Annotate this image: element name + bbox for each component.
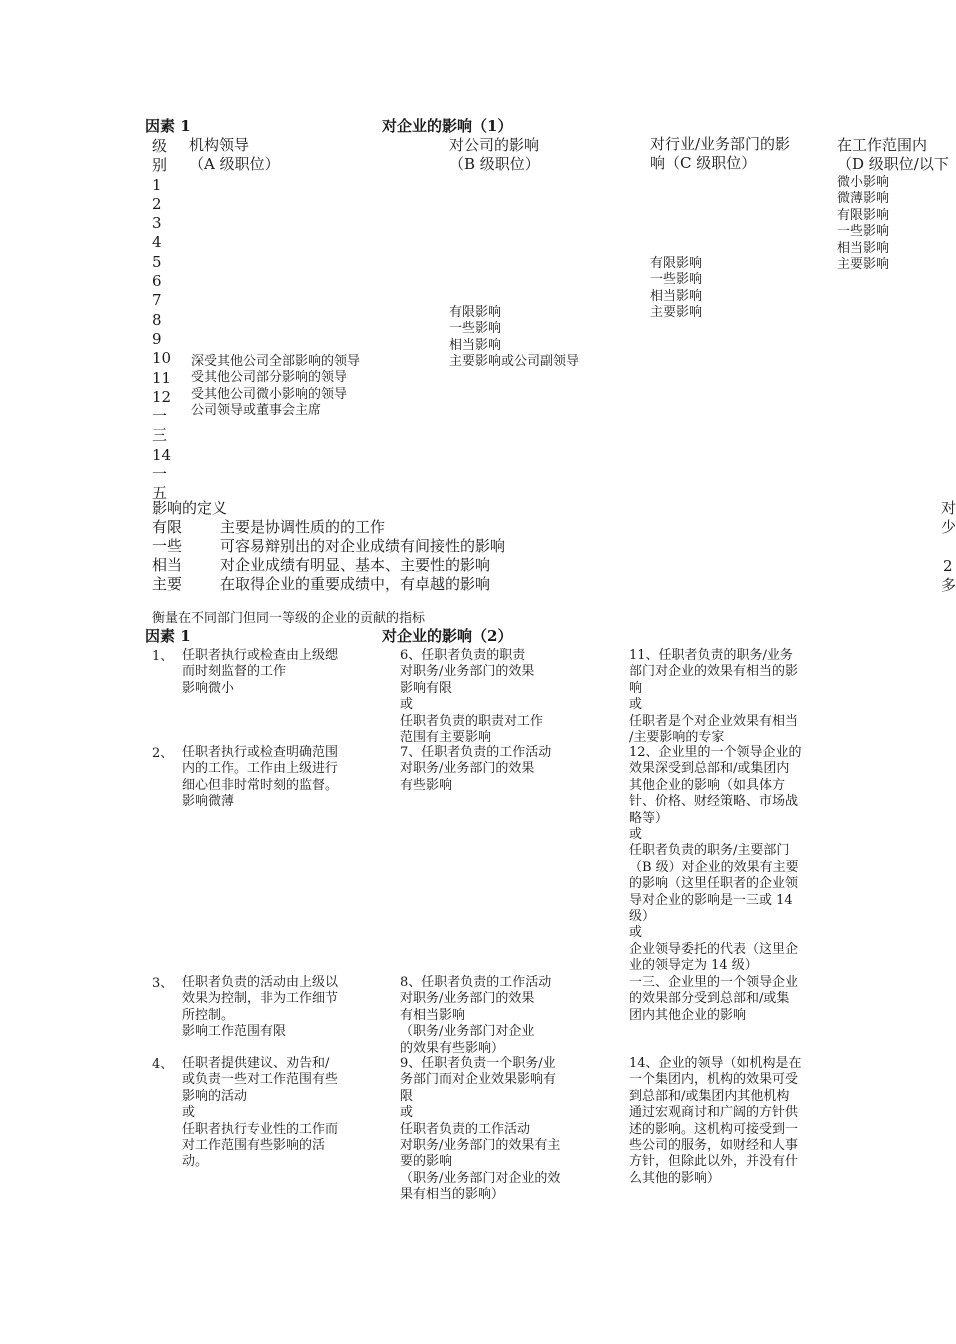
impact-item: 相当影响 [650, 288, 703, 304]
level-cell: 4 [152, 233, 162, 252]
definition-term: 有限 [152, 518, 183, 536]
level-cell: 10 [152, 349, 172, 368]
level-cell: 级 [152, 137, 168, 155]
level-description: 一三、企业里的一个领导企业 的效果部分受到总部和/或集 团内其他企业的影响 [629, 975, 799, 1023]
impact-item: 有限影响 [449, 305, 502, 320]
level-description: 6、任职者负责的职责 对职务/业务部门的效果 影响有限 或 任职者负责的职责对工作 范围有主要影响 [400, 648, 544, 746]
col-b-grade: （B 级职位） [449, 155, 540, 173]
definition-desc: 可容易辩别出的对企业成绩有间接性的影响 [220, 537, 506, 555]
col-c-items [650, 256, 702, 322]
item-number: 2、 [152, 746, 174, 761]
level-description: 任职者提供建议、劝告和/ 或负责一些对工作范围有些 影响的活动 或 任职者执行专业性的工作而 对工作范围有些影响的活 动。 [182, 1056, 339, 1170]
definition-term: 一些 [152, 537, 183, 555]
level-cell: 1 [152, 175, 162, 194]
definitions-list [152, 518, 505, 594]
impact-item: 微小影响 [837, 175, 890, 190]
level-description: 8、任职者负责的工作活动 对职务/业务部门的效果 有相当影响 （职务/业务部门对企业 的效果有些影响） [400, 975, 552, 1056]
level-cell: 14 [152, 445, 172, 464]
impact-item: 一些影响 [650, 272, 703, 288]
impact-item: 主要影响 [837, 257, 890, 273]
right-fragment: 少 [941, 518, 956, 536]
impact-item: 深受其他公司全部影响的领导 [191, 354, 361, 369]
impact-item: 主要影响或公司副领导 [449, 354, 580, 370]
definition-row [152, 556, 505, 575]
right-fragment: 2 [943, 557, 953, 575]
definition-term: 主要 [152, 575, 183, 593]
definition-desc: 在取得企业的重要成绩中，有卓越的影响 [220, 575, 491, 593]
level-cell: 9 [152, 329, 162, 348]
level-description: 7、任职者负责的工作活动 对职务/业务部门的效果 有些影响 [400, 745, 552, 793]
col-d-items [837, 175, 889, 273]
item-number: 3、 [152, 976, 174, 991]
impact-item: 有限影响 [650, 256, 703, 271]
section-title-2: 对企业的影响（2） [382, 627, 513, 645]
col-b-title: 对公司的影响 [449, 136, 540, 154]
right-fragment: 对 [941, 499, 956, 517]
level-cell: 五 [152, 484, 168, 503]
col-a-title: 机构领导 [189, 136, 250, 154]
level-cell: 7 [152, 291, 162, 310]
section-title-1: 对企业的影响（1） [382, 117, 513, 135]
factor-label: 因素 1 [145, 117, 191, 135]
definition-row [152, 518, 505, 537]
level-cell: 11 [152, 368, 172, 387]
definition-row [152, 575, 505, 594]
col-d-title: 在工作范围内 [837, 136, 928, 154]
level-description: 9、任职者负责一个职务/业 务部门而对企业效果影响有 限 或 任职者负责的工作活动 对职务/业务部门的效果有主 要的影响 （职务/业务部门对企业的效 果有相当的影响） [400, 1056, 561, 1203]
level-cell: 6 [152, 272, 162, 291]
note-text: 衡量在不同部门但同一等级的企业的贡献的指标 [152, 611, 426, 626]
col-a-items [191, 354, 360, 420]
impact-item: 主要影响 [650, 305, 703, 321]
level-cell: 12 [152, 387, 172, 406]
impact-item: 相当影响 [837, 240, 890, 256]
impact-item: 微薄影响 [837, 191, 890, 207]
col-c-title: 对行业/业务部门的影 响（C 级职位） [650, 135, 791, 172]
level-cell: 2 [152, 194, 162, 213]
level-cell: 别 [152, 156, 168, 175]
impact-item: 受其他公司微小影响的领导 [191, 386, 348, 402]
col-a-grade: （A 级职位） [189, 155, 280, 173]
definition-term: 相当 [152, 556, 183, 574]
level-description: 任职者执行或检查明确范围 内的工作。工作由上级进行 细心但非时常时刻的监督。 影响微薄 [182, 745, 339, 810]
col-b-items [449, 305, 579, 371]
level-cell: 3 [152, 214, 162, 233]
level-cell: 5 [152, 252, 162, 271]
level-cell: 8 [152, 310, 162, 329]
definition-row [152, 537, 505, 556]
impact-item: 相当影响 [449, 337, 502, 353]
definition-desc: 主要是协调性质的的工作 [220, 518, 386, 536]
level-description: 任职者执行或检查由上级缌 而时刻监督的工作 影响微小 [182, 648, 339, 696]
definitions-title: 影响的定义 [152, 499, 228, 517]
impact-item: 一些影响 [449, 321, 502, 337]
impact-item: 有限影响 [837, 207, 890, 223]
level-cell: 三 [152, 426, 168, 445]
item-number: 1、 [152, 649, 174, 664]
impact-item: 一些影响 [837, 224, 890, 240]
right-fragment: 多 [941, 576, 956, 594]
col-d-grade: （D 级职位/以下 [837, 155, 949, 173]
impact-item: 受其他公司部分影响的领导 [191, 370, 348, 386]
factor-label-2: 因素 1 [145, 627, 191, 645]
impact-item: 公司领导或董事会主席 [191, 403, 322, 419]
level-column [152, 137, 171, 504]
level-description: 11、任职者负责的职务/业务 部门对企业的效果有相当的影 响 或 任职者是个对企业效果有相当 /主要影响的专家 [629, 648, 799, 746]
level-cell: 一 [152, 407, 168, 426]
level-description: 14、企业的领导（如机构是在 一个集团内，机构的效果可受 到总部和/或集团内其他机构 通过宏观商讨和广阔的方针供 述的影响。这机构可接受到一 些公司的服务，如财经和人事 方针，但除此以外，并没有什 么其他的影响） [629, 1056, 802, 1186]
item-number: 4、 [152, 1057, 174, 1072]
level-description: 任职者负责的活动由上级以 效果为控制，非为工作细节 所控制。 影响工作范围有限 [182, 975, 339, 1040]
definition-desc: 对企业成绩有明显、基本、主要性的影响 [220, 556, 491, 574]
level-description: 12、企业里的一个领导企业的 效果深受到总部和/或集团内 其他企业的影响（如具体方 针、价格、财经策略、市场战 略等） 或 任职者负责的职务/主要部门 （B 级）对企业的效果有主要 的影响（这里任职者的企业领 导对企业的影响是一三或 14 级） 或 企业领导委托的代表（这里企 业的领导定为 14 级） [629, 745, 802, 974]
level-cell: 一 [152, 465, 168, 484]
